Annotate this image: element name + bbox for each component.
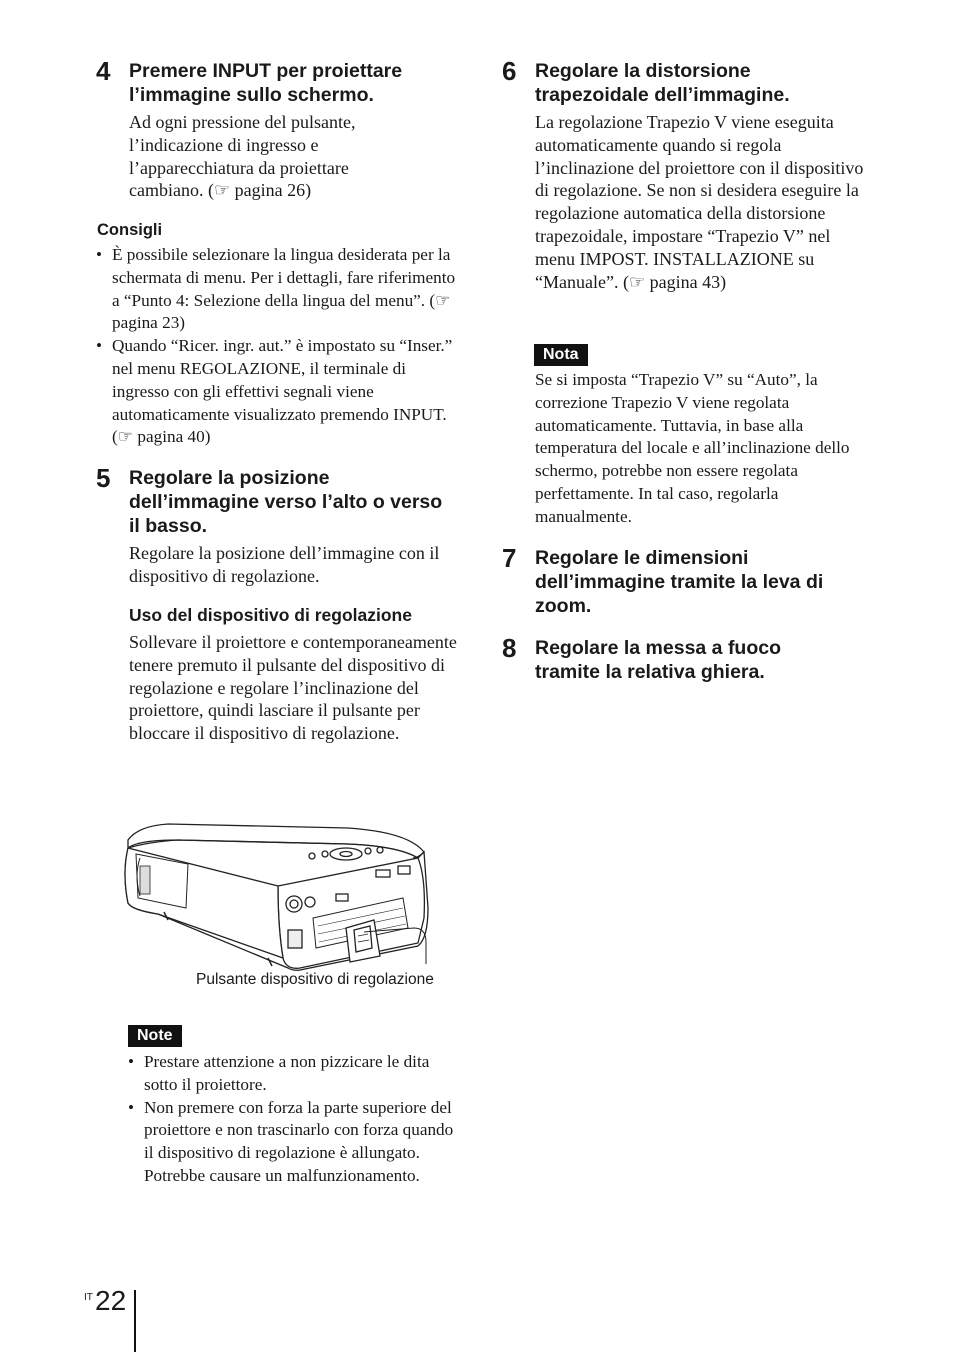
step-8-title: Regolare la messa a fuoco tramite la relativa ghiera.	[535, 637, 782, 683]
step-6-body: La regolazione Trapezio V viene eseguita automaticamente quando si regola l’inclinazione del proiettore con il dispositivo di regolazione. Se non si desidera eseguire la regolazione automatica della distorsione trapezoidale, impostare “Trapezio V” nel menu IMPOST. INSTALLAZIONE su “Manuale”. (☞ pagina 43)	[535, 112, 864, 292]
step-6-title: Regolare la distorsione trapezoidale dell’immagine.	[535, 60, 790, 106]
step-5-subheading: Uso del dispositivo di regolazione	[129, 605, 412, 625]
step-5-subbody: Sollevare il proiettore e contemporaneamente tenere premuto il pulsante del dispositivo di regolazione e regolare l’inclinazione del proiettore, quindi lasciare il pulsante per bloccare il dispositivo di regolazione.	[129, 632, 457, 744]
step-8-number: 8	[502, 633, 517, 663]
step-4-number: 4	[96, 56, 111, 86]
page-number: 22	[95, 1285, 127, 1316]
step-7-title: Regolare le dimensioni dell’immagine tramite la leva di zoom.	[535, 547, 824, 617]
step-5-number: 5	[96, 463, 111, 493]
language-code: IT	[84, 1292, 93, 1303]
tips-heading: Consigli	[97, 221, 163, 239]
step-5-body: Regolare la posizione dell’immagine con il dispositivo di regolazione.	[129, 543, 440, 586]
nota-label: Nota	[534, 344, 588, 366]
tips-item: • Quando “Ricer. ingr. aut.” è impostato su “Inser.” nel menu REGOLAZIONE, il terminale di ingresso con gli effettivi segnali viene automaticamente visualizzato premendo INPUT. (☞ pagina 40)	[96, 335, 460, 449]
step-5-title: Regolare la posizione dell’immagine verso l’alto o verso il basso.	[129, 467, 443, 537]
tips-item: • È possibile selezionare la lingua desiderata per la schermata di menu. Per i dettagli, fare riferimento a “Punto 4: Selezione della lingua del menu”. (☞ pagina 23)	[96, 244, 460, 335]
notes-item: • Prestare attenzione a non pizzicare le dita sotto il proiettore.	[128, 1051, 460, 1097]
notes-item: • Non premere con forza la parte superiore del proiettore e non trascinarlo con forza quando il dispositivo di regolazione è allungato. Potrebbe causare un malfunzionamento.	[128, 1097, 460, 1188]
projector-illustration	[118, 818, 438, 976]
step-6-number: 6	[502, 56, 517, 86]
step-4-title: Premere INPUT per proiettare l’immagine sullo schermo.	[129, 60, 403, 106]
projector-figure	[118, 818, 438, 976]
notes-list	[128, 1051, 460, 1188]
footer-divider	[134, 1290, 136, 1352]
step-4-body: Ad ogni pressione del pulsante, l’indicazione di ingresso e l’apparecchiatura da proiettare cambiano. (☞ pagina 26)	[129, 112, 356, 201]
tips-list	[96, 244, 460, 449]
figure-caption: Pulsante dispositivo di regolazione	[196, 971, 434, 988]
nota-body: Se si imposta “Trapezio V” su “Auto”, la correzione Trapezio V viene regolata automaticamente. Tuttavia, in base alla temperatura del locale e all’inclinazione dello schermo, potrebbe non essere regolata perfettamente. In tal caso, regolarla manualmente.	[535, 370, 850, 526]
step-7-number: 7	[502, 543, 517, 573]
notes-label: Note	[128, 1025, 182, 1047]
